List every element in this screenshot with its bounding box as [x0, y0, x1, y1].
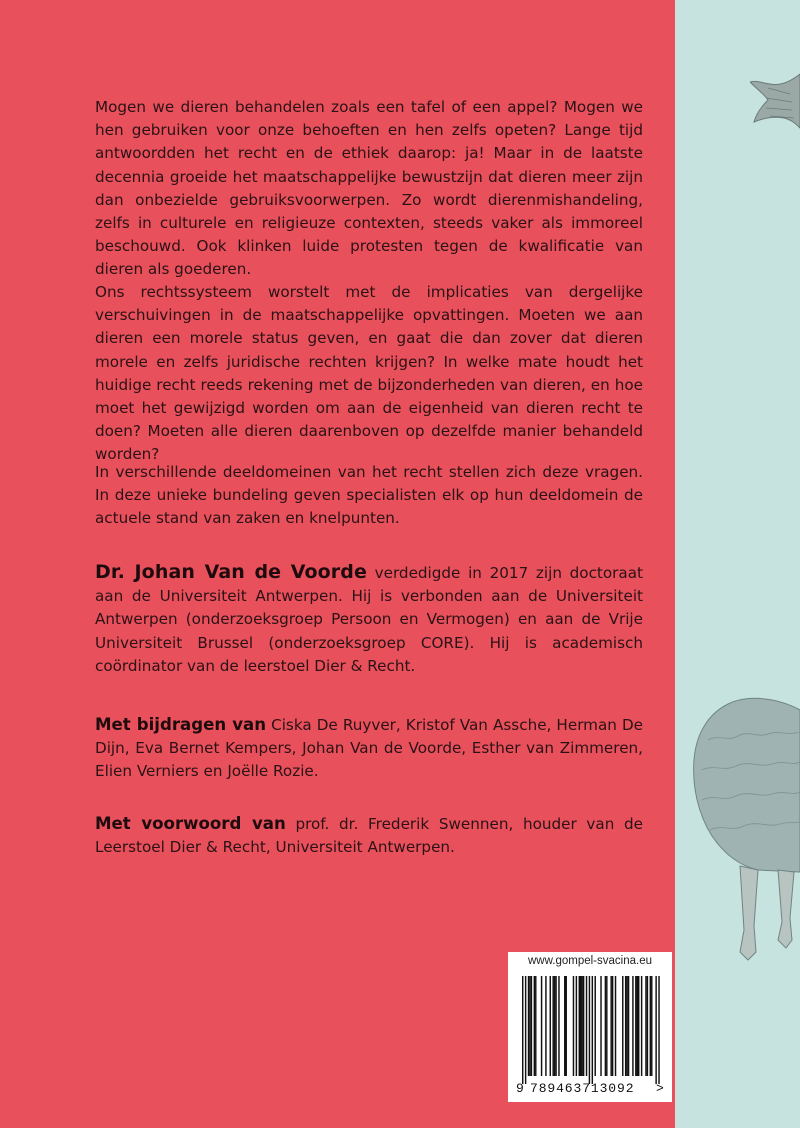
barcode-bar	[615, 976, 616, 1076]
barcode-bar	[612, 976, 613, 1076]
author-bio	[95, 561, 643, 678]
sheep-icon	[688, 690, 800, 980]
barcode-bar	[606, 976, 607, 1076]
barcode-bar	[645, 976, 646, 1076]
blurb-paragraph-1: Mogen we dieren behandelen zoals een tafel of een appel? Mogen we hen gebruiken voor onze behoeften en hen zelfs opeten? Lange tijd antwoordden het recht en de ethiek daarop: ja! Maar in de laatste decennia groeide het maatschappelijke bewustzijn dat dieren meer zijn dan onbezielde gebruiksvoorwerpen. Zo wordt dierenmishandeling, zelfs in culturele en religieuze contexten, steeds vaker als immoreel beschouwd. Ook klinken luide protesten tegen de kwalificatie van dieren als goederen.	[95, 98, 643, 279]
barcode-bar	[638, 976, 639, 1076]
barcode-bar	[545, 976, 546, 1076]
barcode-bar	[650, 976, 651, 1076]
barcode-guard-bar	[525, 976, 526, 1084]
barcode-bar	[531, 976, 532, 1076]
contributors-text: Ciska De Ruyver, Kristof Van Assche, Herman De Dijn, Eva Bernet Kempers, Johan Van de Voorde, Esther van Zimmeren, Elien Verniers en Joëlle Rozie.	[95, 716, 644, 781]
barcode-bar	[580, 976, 581, 1076]
barcode-guard-bar	[522, 976, 523, 1084]
isbn-remaining-digits: 789463713092	[530, 1081, 635, 1096]
barcode-bar	[550, 976, 551, 1076]
contributors-label: Met bijdragen van	[95, 715, 267, 734]
foreword	[95, 812, 643, 859]
barcode-bar	[610, 976, 611, 1076]
barcode-bar	[535, 976, 536, 1076]
barcode-bar	[625, 976, 626, 1076]
barcode-bar	[641, 976, 642, 1076]
foreword-text: prof. dr. Frederik Swennen, houder van de Leerstoel Dier & Recht, Universiteit Antwerpen.	[95, 815, 644, 857]
barcode-bar	[647, 976, 648, 1076]
barcode-guard-bar	[592, 976, 593, 1084]
barcode-bar	[626, 976, 627, 1076]
barcode-bar	[576, 976, 577, 1076]
barcode-bar	[528, 976, 529, 1076]
foreword-label: Met voorwoord van	[95, 814, 286, 833]
barcode-bar	[628, 976, 629, 1076]
publisher-url: www.gompel-svacina.eu	[527, 955, 652, 967]
author-name: Dr. Johan Van de Voorde	[95, 561, 367, 583]
barcode-bar	[534, 976, 535, 1076]
barcode-bar	[558, 976, 559, 1076]
fish-tail-icon	[750, 64, 800, 136]
barcode-bar	[554, 976, 555, 1076]
barcode-bar	[529, 976, 530, 1076]
barcode-bar	[586, 976, 587, 1076]
isbn-arrow: >	[656, 1081, 664, 1096]
barcode-bar	[541, 976, 542, 1076]
isbn-first-digit: 9	[516, 1081, 524, 1096]
contributors	[95, 713, 643, 784]
blurb-paragraph-2: Ons rechtssysteem worstelt met de implicaties van dergelijke verschuivingen in de maatschappelijke opvattingen. Moeten we aan dieren een morele status geven, en gaat die dan zover dat dieren morele en zelfs juridische rechten krijgen? In welke mate houdt het huidige recht reeds rekening met de bijzonderheden van dieren, en hoe moet het gewijzigd worden om aan de eigenheid van dieren recht te doen? Moeten alle dieren daarenboven op dezelfde manier behandeld worden?	[95, 283, 643, 464]
barcode-bar	[566, 976, 567, 1076]
barcode-panel	[508, 952, 672, 1102]
blurb-paragraph-3: In verschillende deeldomeinen van het recht stellen zich deze vragen. In deze unieke bundeling geven specialisten elk op hun deeldomein de actuele stand van zaken en knelpunten.	[95, 463, 643, 528]
barcode-bar	[605, 976, 606, 1076]
barcode-bar	[600, 976, 601, 1076]
barcode-bar	[595, 976, 596, 1076]
barcode-bar	[564, 976, 565, 1076]
barcode-bar	[632, 976, 633, 1076]
barcode-bar	[651, 976, 652, 1076]
author-bio-text: verdedigde in 2017 zijn doctoraat aan de Universiteit Antwerpen. Hij is verbonden aan de Universiteit Antwerpen (onderzoeksgroep Persoon en Vermogen) en aan de Vrije Universiteit Brussel (onderzoeksgroep CORE). Hij is academisch coördinator van de leerstoel Dier & Recht.	[95, 564, 643, 675]
barcode-bar	[581, 976, 582, 1076]
barcode-guard-bar	[655, 976, 656, 1084]
barcode-bar	[637, 976, 638, 1076]
barcode-icon	[508, 952, 672, 1102]
barcode-bar	[573, 976, 574, 1076]
barcode-guard-bar	[658, 976, 659, 1084]
barcode-guard-bar	[589, 976, 590, 1084]
barcode-bar	[555, 976, 556, 1076]
barcode-bar	[635, 976, 636, 1076]
barcode-bar	[579, 976, 580, 1076]
barcode-bar	[622, 976, 623, 1076]
barcode-bar	[583, 976, 584, 1076]
barcode-bar	[552, 976, 553, 1076]
